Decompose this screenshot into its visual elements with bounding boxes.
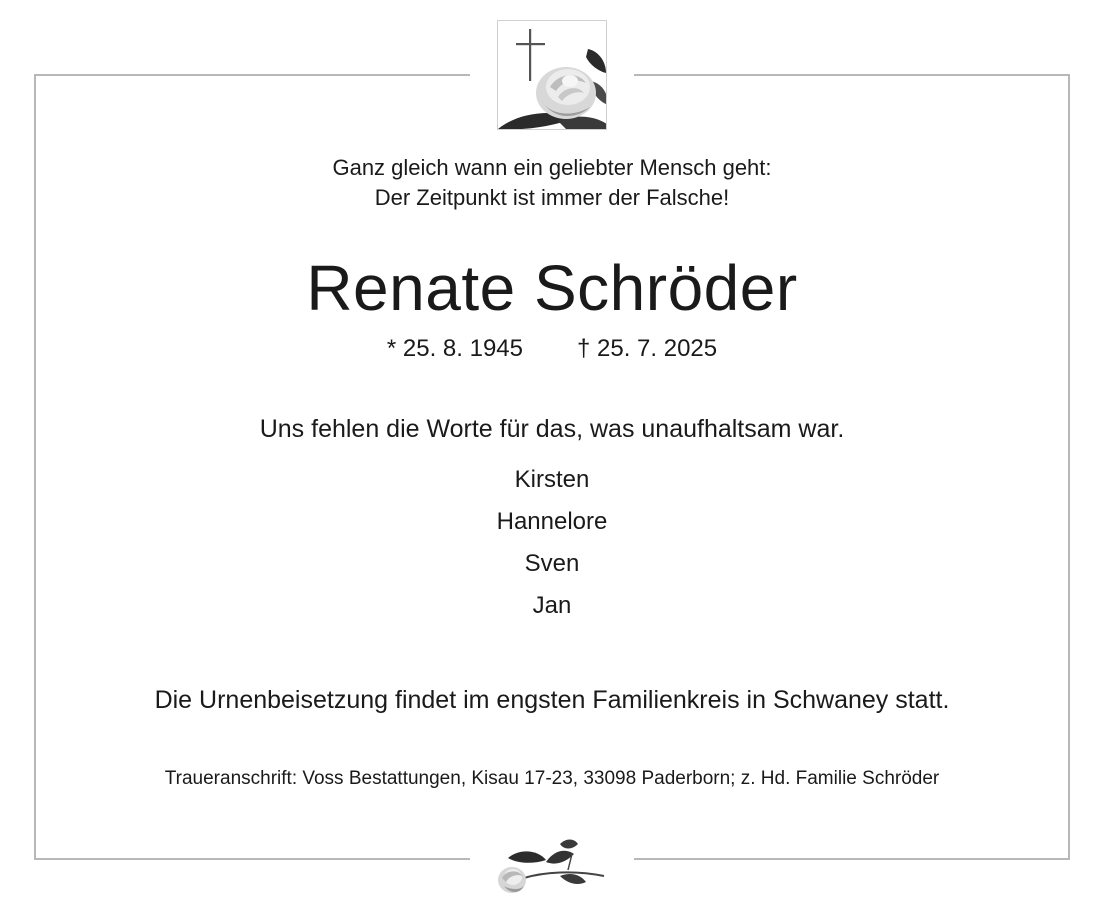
frame-top-right-line (634, 74, 1070, 76)
mourner-name: Hannelore (496, 508, 608, 535)
birth-date: * 25. 8. 1945 (386, 335, 523, 362)
life-dates (0, 333, 1104, 365)
death-date: † 25. 7. 2025 (577, 335, 718, 362)
quote (0, 153, 1104, 213)
mourner-name: Sven (524, 550, 580, 577)
mourner-name: Kirsten (514, 466, 590, 493)
frame-bottom-right-line (634, 858, 1070, 860)
condolence-address: Traueranschrift: Voss Bestattungen, Kisau 17-23, 33098 Paderborn; z. Hd. Familie Schröder (164, 768, 940, 789)
quote-line-2: Der Zeitpunkt ist immer der Falsche! (374, 185, 730, 210)
rose-icon (494, 836, 608, 898)
quote-line-1: Ganz gleich wann ein geliebter Mensch geht: (332, 155, 772, 180)
memorial-saying: Uns fehlen die Worte für das, was unaufhaltsam war. (259, 415, 845, 443)
burial-notice: Die Urnenbeisetzung findet im engsten Familienkreis in Schwaney statt. (154, 686, 950, 714)
mourners-list (0, 459, 1104, 627)
frame-bottom-left-line (34, 858, 470, 860)
cross-rose-icon (497, 20, 607, 130)
mourner-name: Jan (532, 592, 572, 619)
deceased-name: Renate Schröder (306, 252, 798, 324)
frame-top-left-line (34, 74, 470, 76)
